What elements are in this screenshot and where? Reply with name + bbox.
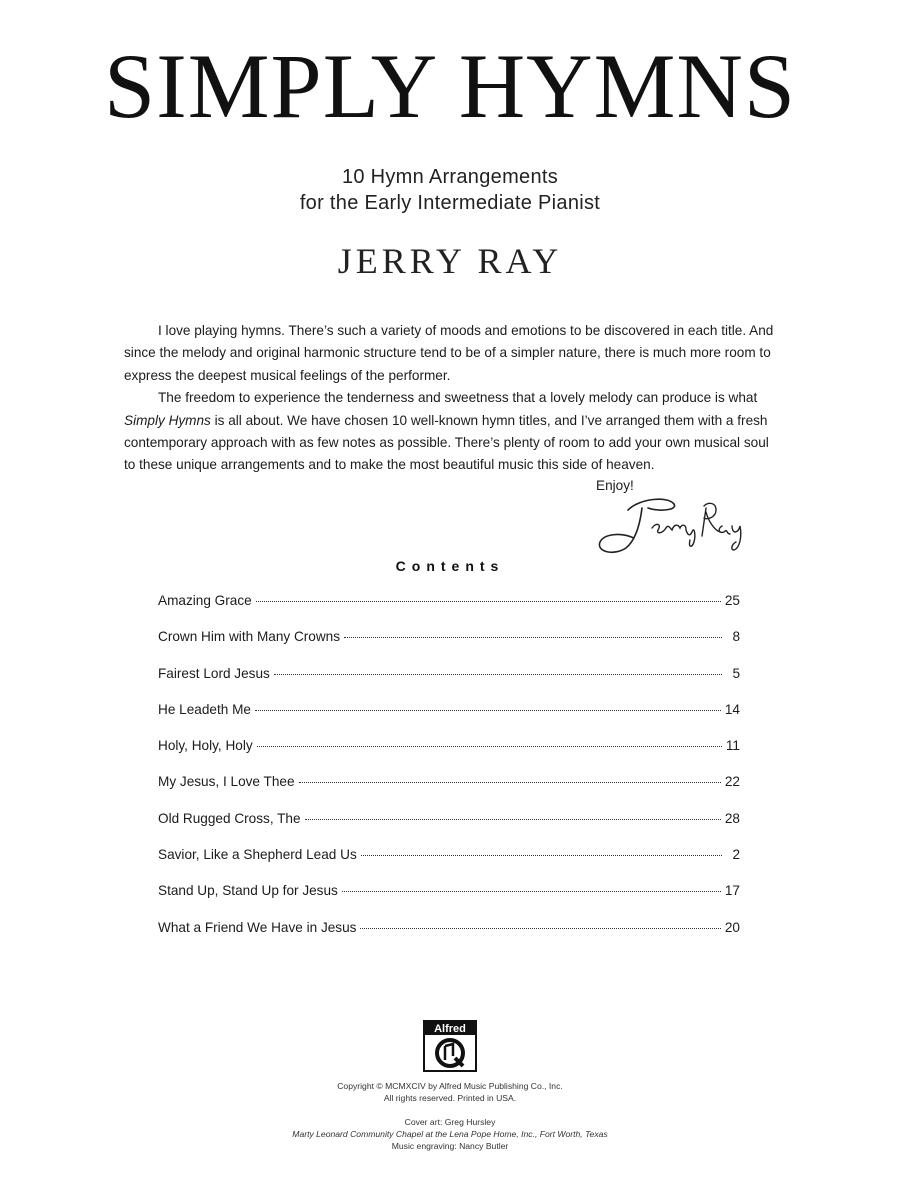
toc-row xyxy=(158,702,740,738)
engraving-credit: Music engraving: Nancy Butler xyxy=(391,1141,509,1151)
toc-title: Stand Up, Stand Up for Jesus xyxy=(158,883,338,899)
table-of-contents xyxy=(158,593,740,956)
toc-leader-dots xyxy=(360,928,720,929)
toc-page-number: 2 xyxy=(732,847,740,863)
toc-leader-dots xyxy=(274,674,722,675)
toc-row xyxy=(158,847,740,883)
toc-page-number: 20 xyxy=(724,919,740,935)
intro-paragraph-1: I love playing hymns. There’s such a variety of moods and emotions to be discovered in each title. And since the melody and original harmonic structure tend to be of a simpler nature, there is much more room to express the deepest musical feelings of the performer. xyxy=(124,323,774,383)
toc-title: Old Rugged Cross, The xyxy=(158,810,301,826)
toc-title: Amazing Grace xyxy=(158,593,252,608)
toc-row xyxy=(158,666,740,702)
contents-heading: Contents xyxy=(395,558,505,574)
intro-text xyxy=(124,320,774,477)
toc-page-number: 22 xyxy=(724,774,740,790)
credits-block xyxy=(0,1116,900,1152)
toc-leader-dots xyxy=(256,601,721,602)
toc-row xyxy=(158,774,740,810)
toc-title: Holy, Holy, Holy xyxy=(158,738,253,754)
toc-row xyxy=(158,593,740,629)
copyright-block xyxy=(0,1080,900,1104)
toc-row xyxy=(158,920,740,956)
toc-page-number: 5 xyxy=(732,665,740,681)
toc-title: He Leadeth Me xyxy=(158,701,251,717)
toc-page-number: 25 xyxy=(724,593,740,608)
toc-leader-dots xyxy=(255,710,721,711)
toc-leader-dots xyxy=(299,782,721,783)
toc-title: Savior, Like a Shepherd Lead Us xyxy=(158,847,357,863)
toc-page-number: 11 xyxy=(725,738,740,754)
rights-line: All rights reserved. Printed in USA. xyxy=(383,1093,517,1103)
toc-leader-dots xyxy=(342,891,721,892)
copyright-line: Copyright © MCMXCIV by Alfred Music Publishing Co., Inc. xyxy=(337,1081,563,1091)
toc-title: Fairest Lord Jesus xyxy=(158,665,270,681)
intro-p2-book-title: Simply Hymns xyxy=(124,412,211,428)
cover-location: Marty Leonard Community Chapel at the Lena Pope Home, Inc., Fort Worth, Texas xyxy=(292,1129,608,1139)
subtitle-line-2: for the Early Intermediate Pianist xyxy=(299,192,601,214)
toc-row xyxy=(158,811,740,847)
alfred-logo xyxy=(423,1020,477,1072)
toc-page-number: 14 xyxy=(724,701,740,717)
toc-leader-dots xyxy=(305,819,721,820)
toc-page-number: 17 xyxy=(724,883,740,899)
alfred-logo-text: Alfred xyxy=(434,1023,466,1035)
toc-page-number: 28 xyxy=(724,810,740,826)
toc-title: What a Friend We Have in Jesus xyxy=(158,919,357,935)
intro-p2-end: is all about. We have chosen 10 well-known hymn titles, and I’ve arranged them with a fresh contemporary approach with as few notes as possible. There’s plenty of room to add your own musical soul to these unique arrangements and to make the most beautiful music this side of heaven. xyxy=(124,412,769,473)
book-title: SIMPLY HYMNS xyxy=(103,35,797,137)
toc-leader-dots xyxy=(361,855,722,856)
toc-row xyxy=(158,738,740,774)
toc-row xyxy=(158,883,740,919)
toc-leader-dots xyxy=(344,637,722,638)
intro-p2-start: The freedom to experience the tenderness and sweetness that a lovely melody can produce is what xyxy=(158,390,758,406)
cover-art-credit: Cover art: Greg Hursley xyxy=(404,1117,496,1127)
author-name: JERRY RAY xyxy=(337,241,563,281)
toc-title: Crown Him with Many Crowns xyxy=(158,629,341,645)
toc-leader-dots xyxy=(257,746,722,747)
signature-image xyxy=(590,490,760,560)
subtitle-line-1: 10 Hymn Arrangements xyxy=(341,166,559,188)
toc-row xyxy=(158,629,740,665)
intro-paragraph-2 xyxy=(124,387,774,477)
enjoy-text: Enjoy! xyxy=(596,478,634,493)
toc-title: My Jesus, I Love Thee xyxy=(158,774,295,790)
subtitle xyxy=(0,164,900,216)
toc-page-number: 8 xyxy=(732,629,740,645)
